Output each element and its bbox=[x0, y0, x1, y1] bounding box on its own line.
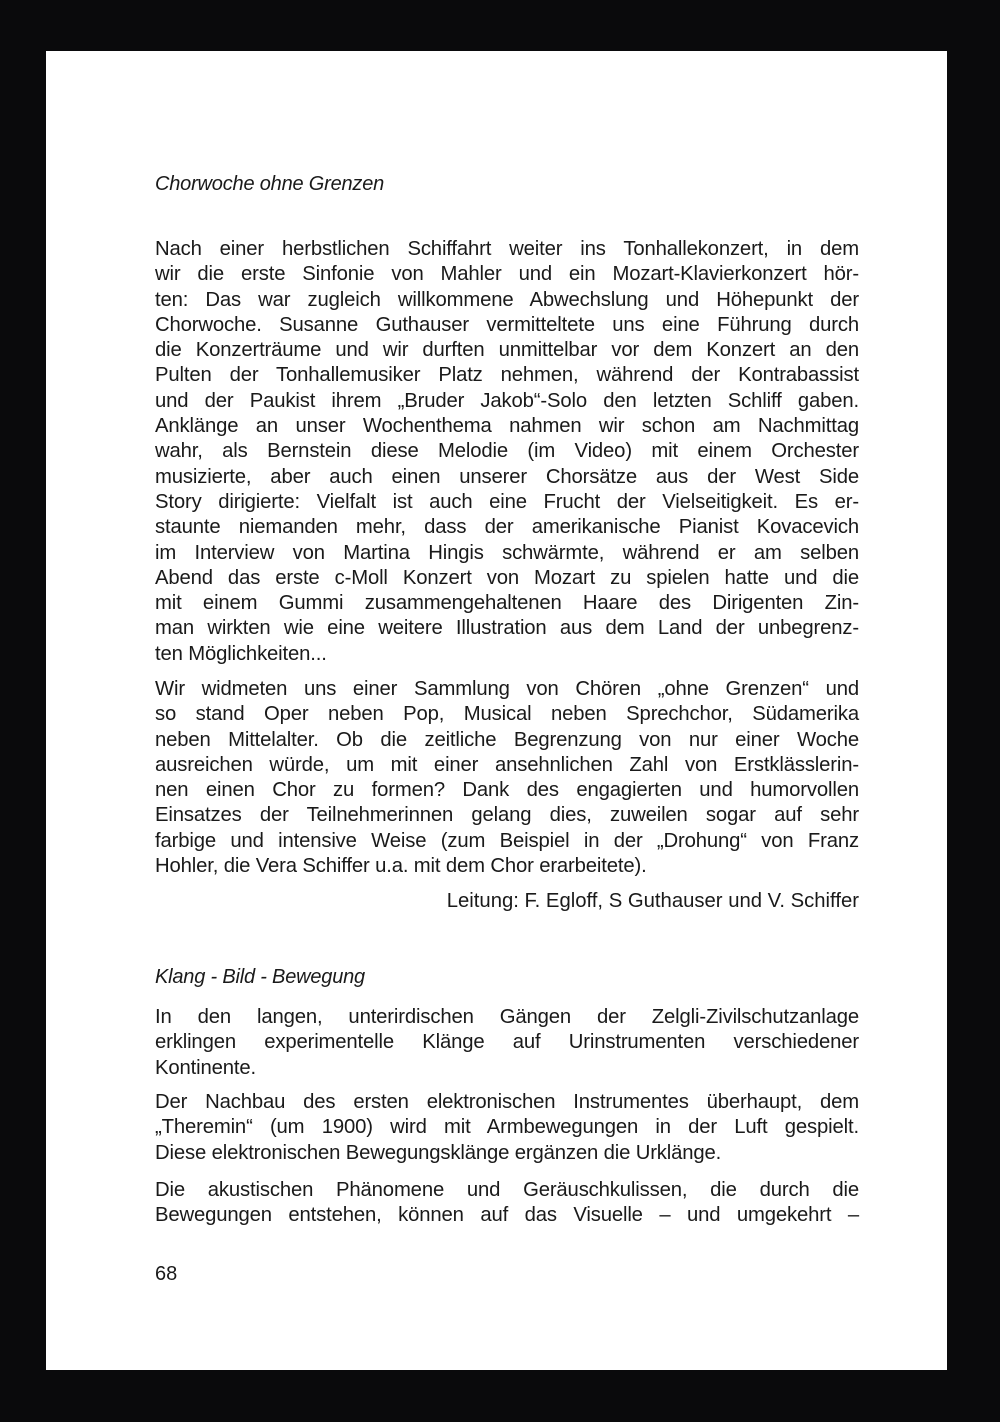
text-line: ten Möglichkeiten... bbox=[155, 642, 327, 665]
text-line: mit einem Gummi zusammengehaltenen Haare des Dirigenten Zin- bbox=[155, 592, 859, 615]
text-line: Einsatzes der Teilnehmerinnen gelang dies, zuweilen sogar auf sehr bbox=[155, 804, 859, 827]
text-line: Die akustischen Phänomene und Geräuschkulissen, die durch die bbox=[155, 1179, 859, 1201]
text-line: und der Paukist ihrem „Bruder Jakob“-Solo den letzten Schliff gaben. bbox=[155, 389, 859, 412]
text-line: Story dirigierte: Vielfalt ist auch eine Frucht der Vielseitigkeit. Es er- bbox=[155, 490, 859, 513]
paragraph-theremin bbox=[155, 1090, 859, 1166]
text-line: Pulten der Tonhallemusiker Platz nehmen, während der Kontrabassist bbox=[155, 364, 859, 387]
text-line: Diese elektronischen Bewegungsklänge ergänzen die Urklänge. bbox=[155, 1141, 722, 1164]
text-line: Anklänge an unser Wochenthema nahmen wir schon am Nachmittag bbox=[155, 415, 859, 438]
text-line: Wir widmeten uns einer Sammlung von Chören „ohne Grenzen“ und bbox=[155, 678, 859, 700]
text-line: wahr, als Bernstein diese Melodie (im Video) mit einem Orchester bbox=[155, 440, 859, 463]
text-line: Abend das erste c-Moll Konzert von Mozart zu spielen hatte und die bbox=[155, 566, 859, 589]
text-line: neben Mittelalter. Ob die zeitliche Begrenzung von nur einer Woche bbox=[155, 728, 859, 751]
credit-line: Leitung: F. Egloff, S Guthauser und V. Schiffer bbox=[446, 890, 859, 912]
paragraph-zelgli bbox=[155, 1005, 859, 1081]
paragraph-tonhalle bbox=[155, 237, 859, 667]
text-line: Kontinente. bbox=[155, 1056, 256, 1079]
section-heading-chorwoche: Chorwoche ohne Grenzen bbox=[155, 173, 385, 195]
text-line: ten: Das war zugleich willkommene Abwechslung und Höhepunkt der bbox=[155, 288, 859, 311]
text-line: „Theremin“ (um 1900) wird mit Armbewegungen in der Luft gespielt. bbox=[155, 1116, 859, 1139]
text-line: die Konzerträume und wir durften unmittelbar vor dem Konzert an den bbox=[155, 339, 859, 362]
text-line: Hohler, die Vera Schiffer u.a. mit dem Chor erarbeitete). bbox=[155, 855, 647, 878]
paragraph-sammlung bbox=[155, 677, 859, 879]
text-line: im Interview von Martina Hingis schwärmte, während er am selben bbox=[155, 541, 859, 564]
section-heading-klang: Klang - Bild - Bewegung bbox=[155, 966, 365, 988]
text-line: musizierte, aber auch einen unserer Chorsätze aus der West Side bbox=[155, 465, 859, 488]
text-line: erklingen experimentelle Klänge auf Urinstrumenten verschiedener bbox=[155, 1031, 859, 1054]
text-line: farbige und intensive Weise (zum Beispiel in der „Drohung“ von Franz bbox=[155, 829, 859, 852]
page-number: 68 bbox=[155, 1263, 178, 1285]
text-line: Chorwoche. Susanne Guthauser vermitteltete uns eine Führung durch bbox=[155, 313, 859, 336]
text-line: staunte niemanden mehr, dass der amerikanische Pianist Kovacevich bbox=[155, 516, 859, 539]
document-page bbox=[46, 51, 947, 1370]
text-line: man wirkten wie eine weitere Illustration aus dem Land der unbegrenz- bbox=[155, 617, 859, 640]
paragraph-akustisch bbox=[155, 1178, 859, 1229]
text-line: so stand Oper neben Pop, Musical neben Sprechchor, Südamerika bbox=[155, 703, 859, 726]
text-line: Der Nachbau des ersten elektronischen Instrumentes überhaupt, dem bbox=[155, 1091, 859, 1113]
text-line: Nach einer herbstlichen Schiffahrt weiter ins Tonhallekonzert, in dem bbox=[155, 238, 859, 260]
text-line: wir die erste Sinfonie von Mahler und ein Mozart-Klavierkonzert hör- bbox=[155, 263, 859, 286]
text-line: ausreichen würde, um mit einer ansehnlichen Zahl von Erstklässlerin- bbox=[155, 753, 859, 776]
text-line: In den langen, unterirdischen Gängen der Zelgli-Zivilschutzanlage bbox=[155, 1006, 859, 1028]
text-line: Bewegungen entstehen, können auf das Visuelle – und umgekehrt – bbox=[155, 1204, 859, 1227]
text-line: nen einen Chor zu formen? Dank des engagierten und humorvollen bbox=[155, 779, 859, 802]
